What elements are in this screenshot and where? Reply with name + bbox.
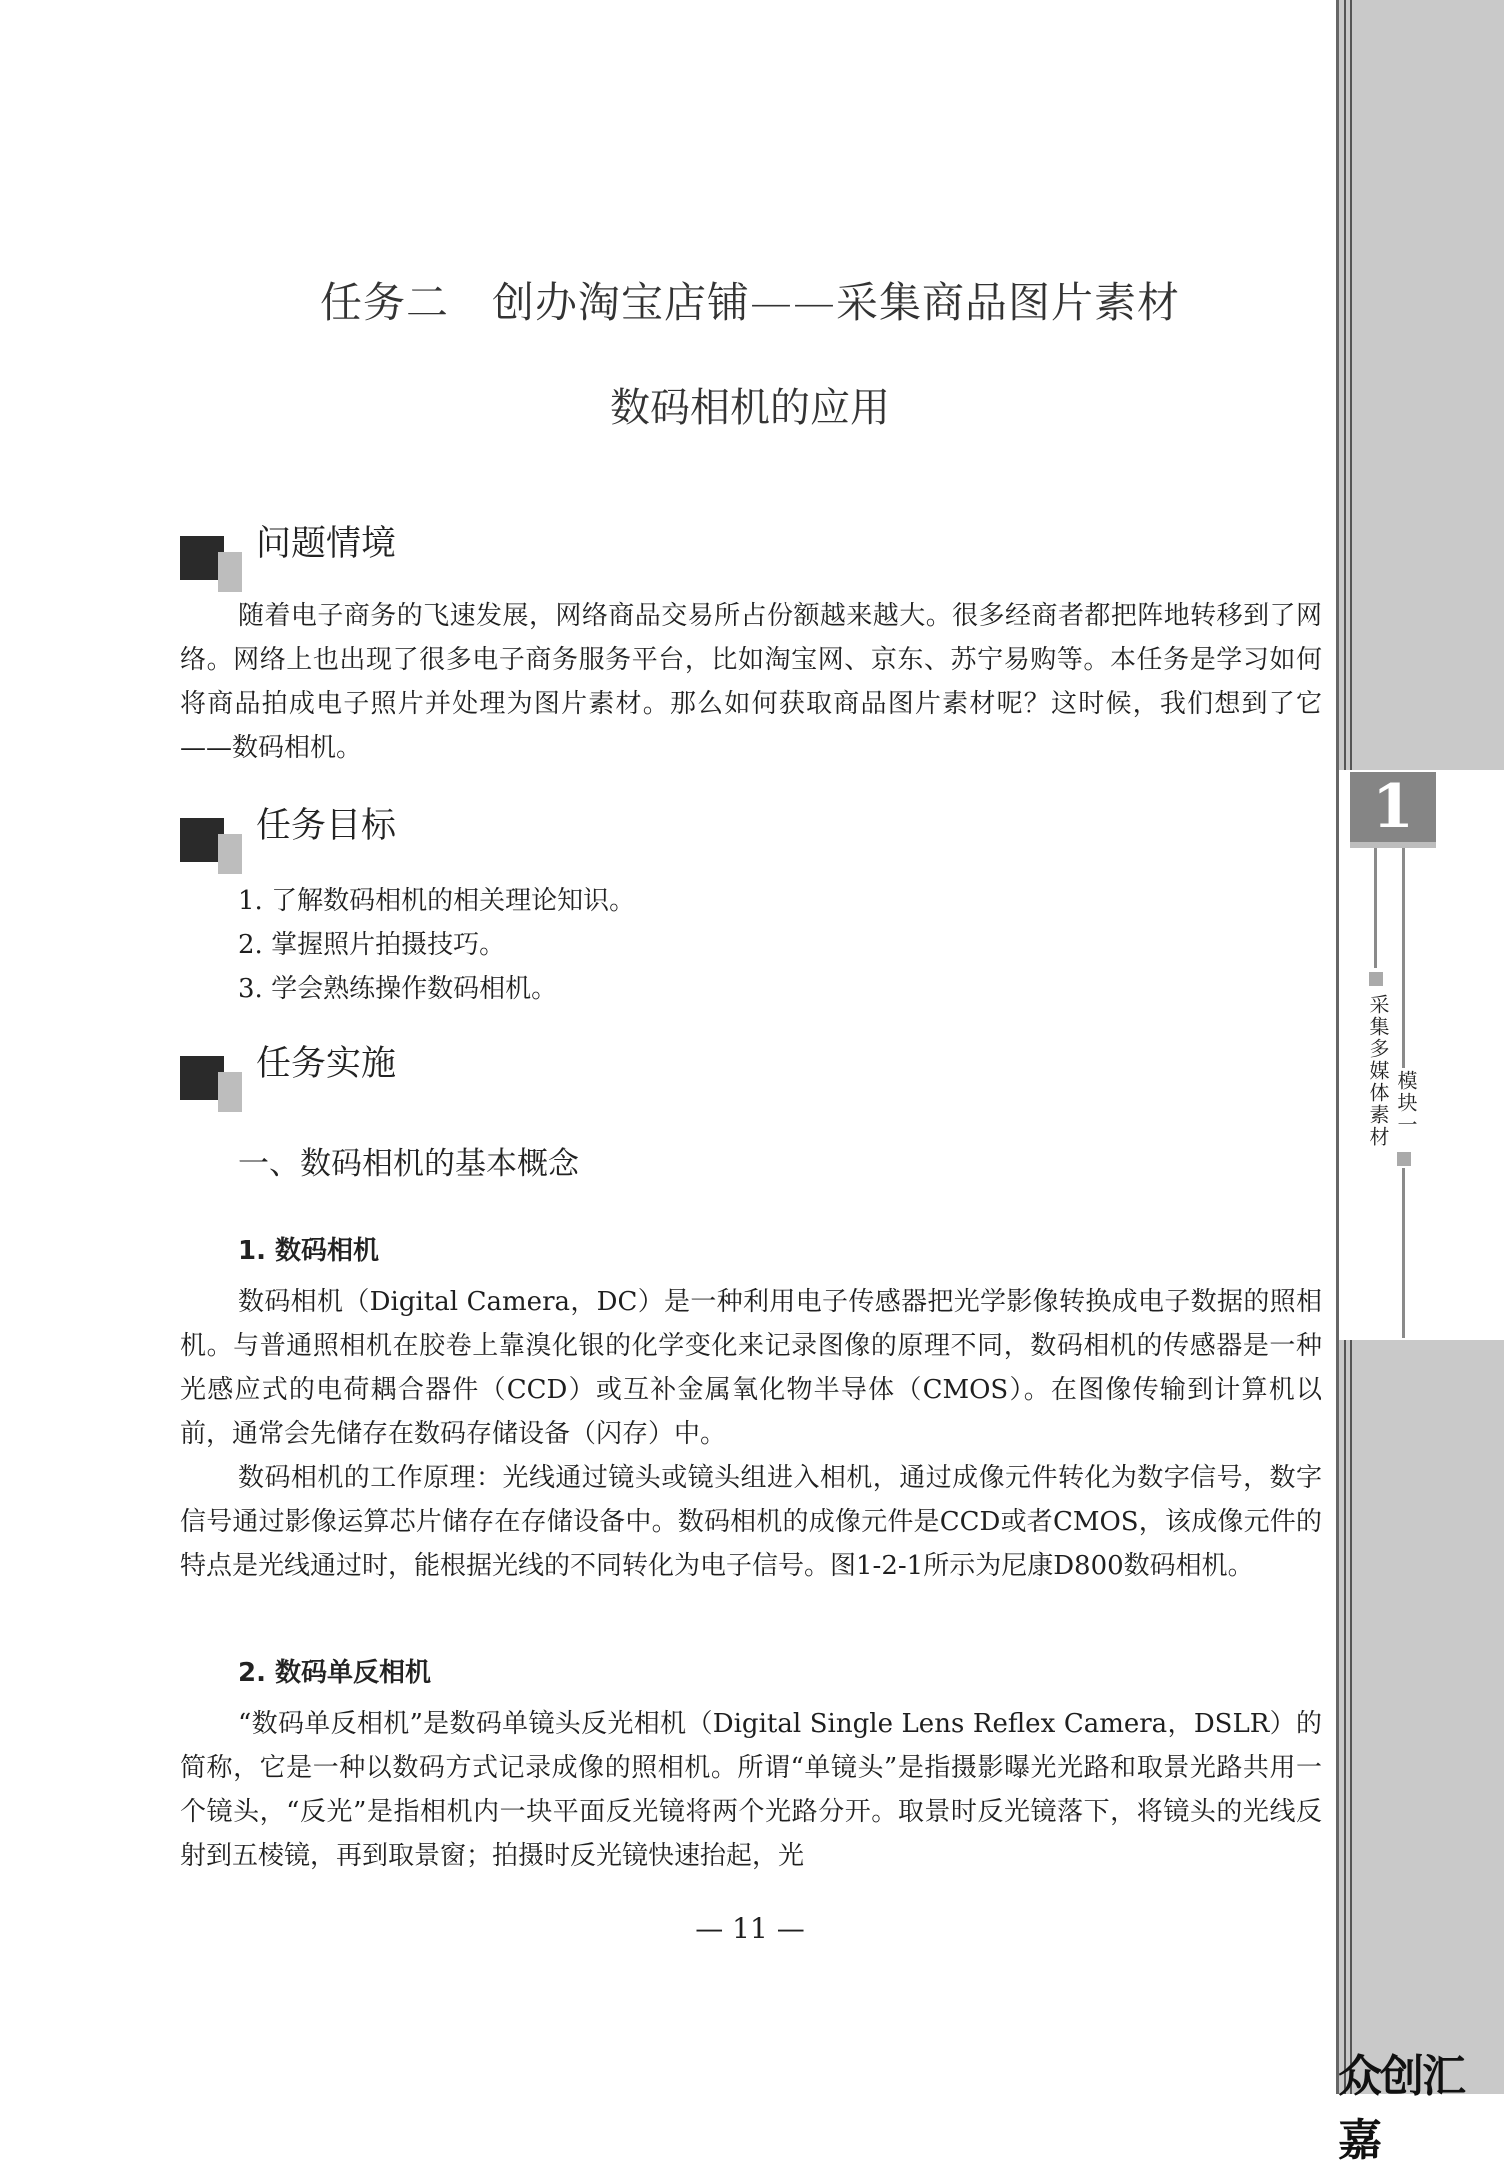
lesson-title: 数码相机的应用 [610, 385, 890, 431]
badge-underline [1350, 842, 1436, 848]
section-heading-situation [180, 516, 780, 596]
module-label-vertical: 模块一 [1394, 1070, 1418, 1136]
paragraph-dslr: “数码单反相机”是数码单镜头反光相机（Digital Single Lens Reflex Camera，DSLR）的简称，它是一种以数码方式记录成像的照相机。所谓“单镜头”是指摄影曝光光路和取景光路共用一个镜头，“反光”是指相机内一块平面反光镜将两个光路分开。取景时反光镜落下，将镜头的光线反射到五棱镜，再到取景窗；拍摄时反光镜快速抬起，光 [180, 1709, 1322, 1871]
side-tab-bottom-band [1336, 1340, 1504, 2094]
goal-item: 2. 掌握照片拍摄技巧。 [238, 930, 506, 960]
heading-block-shadow-icon [218, 552, 242, 592]
section-heading-label: 问题情境 [256, 524, 397, 564]
situation-paragraph: 随着电子商务的飞速发展，网络商品交易所占份额越来越大。很多经商者都把阵地转移到了网络。网络上也出现了很多电子商务服务平台，比如淘宝网、京东、苏宁易购等。本任务是学习如何将商品拍成电子照片并处理为图片素材。那么如何获取商品图片素材呢？这时候，我们想到了它——数码相机。 [180, 601, 1322, 763]
side-tab-middle [1336, 770, 1504, 1340]
section-heading-implementation [180, 1036, 780, 1116]
side-tab-rule [1344, 0, 1346, 770]
watermark-logo: 众创汇嘉 [1338, 2051, 1464, 2166]
topic-heading-digital-camera: 1. 数码相机 [238, 1236, 380, 1266]
module-number-badge: 1 [1350, 772, 1436, 842]
module-title-vertical: 采集多媒体素材 [1366, 994, 1390, 1148]
side-tab-square-icon [1369, 972, 1383, 986]
side-tab-border [1336, 0, 1339, 2094]
side-tab-connector [1402, 848, 1405, 1068]
section-heading-goals [180, 798, 780, 878]
goal-item: 1. 了解数码相机的相关理论知识。 [238, 886, 636, 916]
side-tab-rule [1350, 0, 1352, 770]
heading-block-shadow-icon [218, 1072, 242, 1112]
side-tab-rule [1344, 1340, 1346, 2094]
side-tab-connector [1402, 1168, 1405, 1338]
side-tab-top-band [1336, 0, 1504, 770]
paragraph-dc-principle: 数码相机的工作原理：光线通过镜头或镜头组进入相机，通过成像元件转化为数字信号，数字信号通过影像运算芯片储存在存储设备中。数码相机的成像元件是CCD或者CMOS，该成像元件的特点是光线通过时，能根据光线的不同转化为电子信号。图1-2-1所示为尼康D800数码相机。 [180, 1463, 1322, 1581]
topic-heading-dslr: 2. 数码单反相机 [238, 1658, 432, 1688]
side-tab-square-icon [1397, 1152, 1411, 1166]
heading-block-shadow-icon [218, 834, 242, 874]
module-side-tab [1336, 0, 1504, 2094]
subsection-heading: 一、数码相机的基本概念 [238, 1146, 579, 1182]
task-title: 任务二 创办淘宝店铺——采集商品图片素材 [319, 278, 1180, 327]
goal-item: 3. 学会熟练操作数码相机。 [238, 974, 558, 1004]
side-tab-connector [1374, 848, 1377, 968]
section-heading-label: 任务实施 [256, 1044, 397, 1084]
paragraph-dc-definition: 数码相机（Digital Camera，DC）是一种利用电子传感器把光学影像转换成电子数据的照相机。与普通照相机在胶卷上靠溴化银的化学变化来记录图像的原理不同，数码相机的传感器是一种光感应式的电荷耦合器件（CCD）或互补金属氧化物半导体（CMOS）。在图像传输到计算机以前，通常会先储存在数码存储设备（闪存）中。 [180, 1287, 1322, 1449]
page-number: — 11 — [695, 1912, 805, 1945]
side-tab-rule [1350, 1340, 1352, 2094]
section-heading-label: 任务目标 [256, 806, 397, 846]
